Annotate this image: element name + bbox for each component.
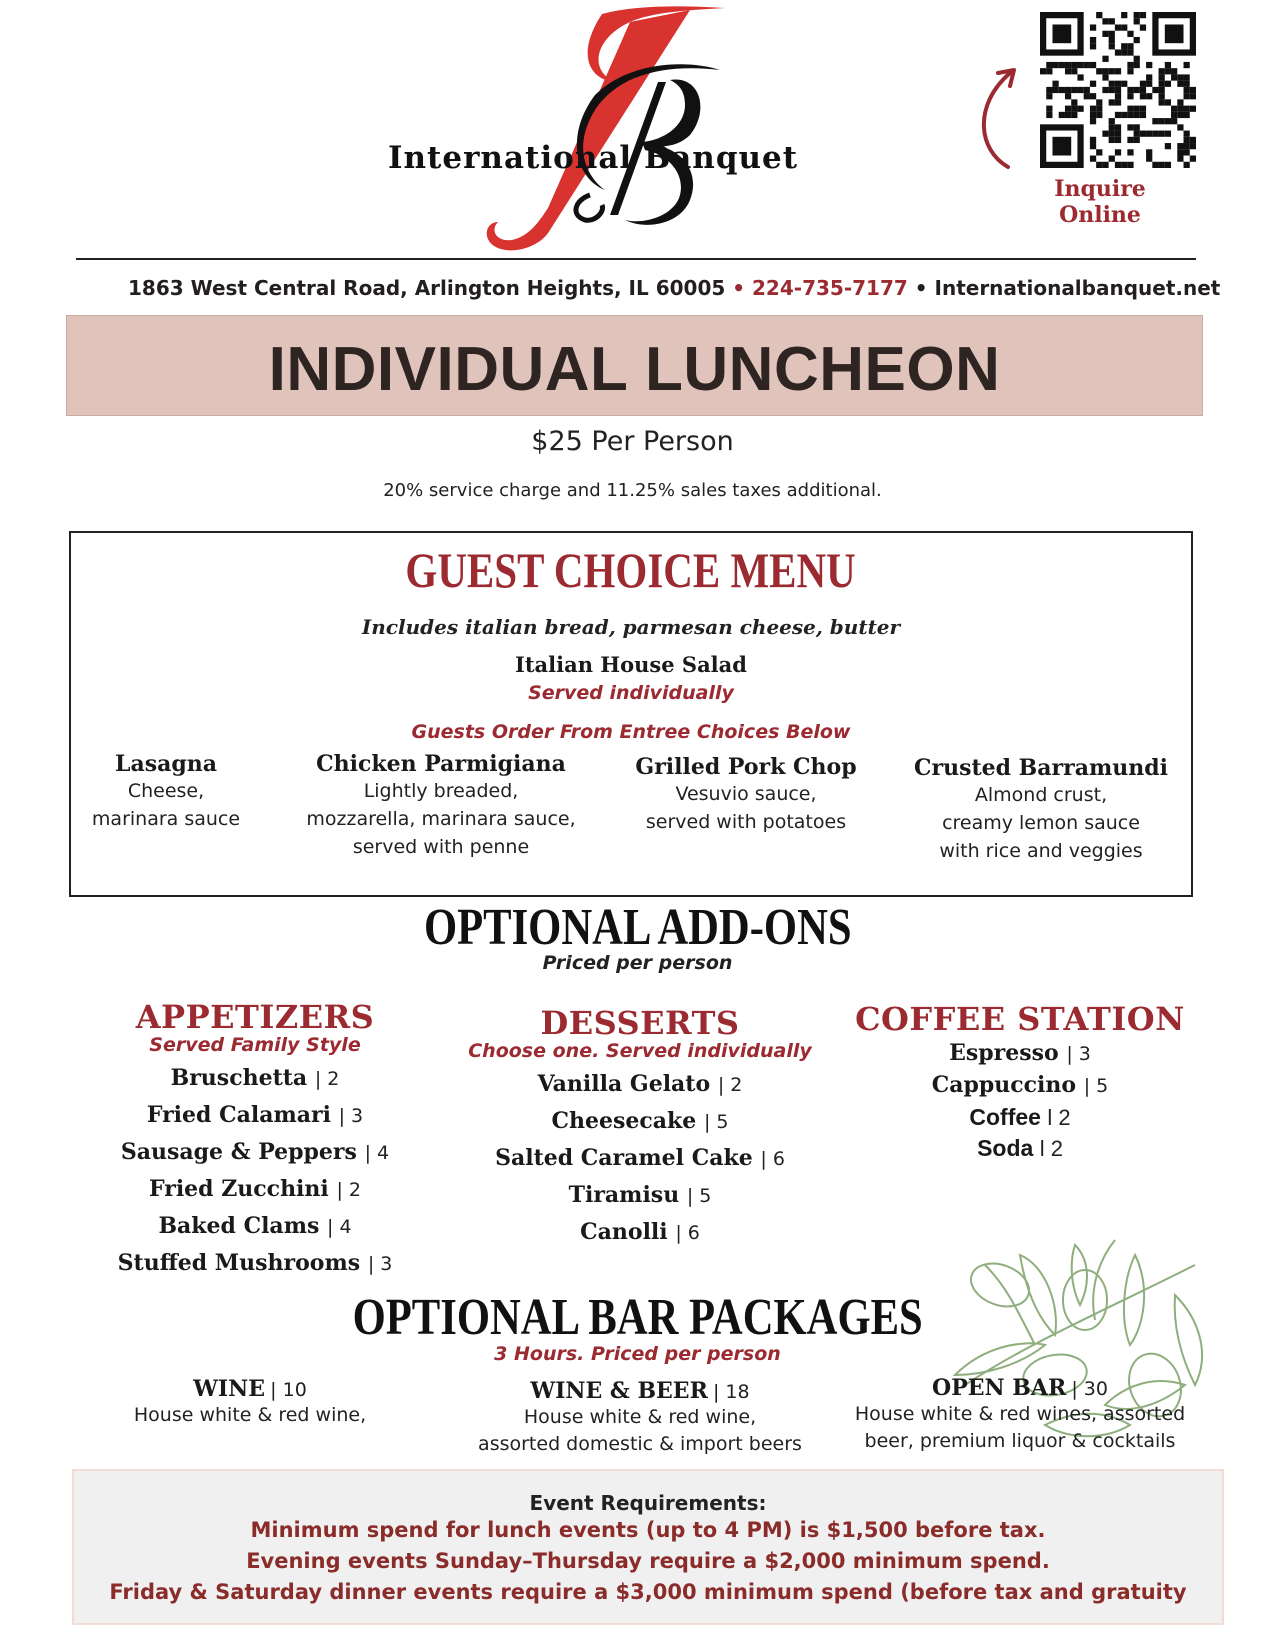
qr-module [1071,106,1077,112]
bullet-separator: • [732,276,746,300]
qr-code[interactable] [1040,12,1196,168]
qr-module [1121,24,1127,30]
qr-module [1071,99,1077,105]
qr-module [1165,131,1171,137]
qr-module [1046,68,1052,74]
qr-module [1140,81,1146,87]
bar-package-name: WINE [193,1376,266,1402]
qr-module [1077,74,1083,80]
qr-module [1184,87,1190,93]
qr-module [1127,93,1133,99]
entree-desc: creamy lemon sauce [942,812,1140,834]
qr-module [1140,112,1146,118]
qr-module [1159,87,1165,93]
qr-module [1190,93,1196,99]
qr-module [1071,68,1077,74]
qr-module [1090,112,1096,118]
qr-module [1059,62,1065,68]
entree-name: Chicken Parmigiana [316,751,566,777]
qr-module [1127,124,1133,130]
qr-module [1190,143,1196,149]
qr-module [1090,43,1096,49]
qr-module [1096,112,1102,118]
menu-item: Fried Calamari | 3 [146,1102,364,1128]
qr-module [1115,162,1121,168]
qr-module [1109,18,1115,24]
qr-module [1159,131,1165,137]
qr-module [1134,56,1140,62]
qr-module [1184,62,1190,68]
header-divider [76,258,1196,260]
qr-module [1040,68,1046,74]
bar-package-wine [100,1376,400,1429]
qr-module [1146,149,1152,155]
qr-module [1102,18,1108,24]
qr-module [1090,37,1096,43]
qr-module [1109,124,1115,130]
qr-module [1065,112,1071,118]
qr-module [1096,99,1102,105]
qr-module [1096,149,1102,155]
menu-item: Canolli | 6 [580,1219,700,1245]
entree-desc: served with penne [352,836,530,858]
qr-module [1159,81,1165,87]
qr-module [1146,131,1152,137]
qr-module [1140,12,1146,18]
qr-module [1134,18,1140,24]
page-title: INDIVIDUAL LUNCHEON [268,335,1001,404]
qr-module [1127,31,1133,37]
title-banner [66,315,1203,416]
qr-module [1115,112,1121,118]
qr-module [1090,62,1096,68]
qr-module [1184,137,1190,143]
qr-module [1065,87,1071,93]
entree-crusted-barramundi [901,755,1181,865]
desserts-section [460,1004,820,1251]
qr-module [1090,143,1096,149]
entree-desc: Cheese, [127,780,205,802]
requirement-line: Evening events Sunday–Thursday require a $2,000 minimum spend. [246,1549,1050,1573]
qr-module [1184,106,1190,112]
qr-module [1190,137,1196,143]
qr-module [1065,106,1071,112]
qr-module [1134,112,1140,118]
desserts-title: DESSERTS [540,1004,740,1042]
entree-name: Lasagna [115,751,217,777]
qr-code-icon [1040,12,1196,168]
qr-module [1171,68,1177,74]
qr-module [1184,74,1190,80]
qr-module [1171,118,1177,124]
qr-module [1190,87,1196,93]
menu-item: Cappuccino | 5 [931,1072,1109,1098]
bar-package-name: OPEN BAR [932,1375,1067,1401]
qr-module [1115,24,1121,30]
qr-module [1109,131,1115,137]
entree-chicken-parmigiana [301,751,581,861]
qr-module [1165,81,1171,87]
bar-package-open-bar [840,1375,1200,1455]
qr-module [1102,87,1108,93]
menu-item: Sausage & Peppers | 4 [120,1139,390,1165]
entree-prompt: Guests Order From Entree Choices Below [411,721,851,743]
qr-module [1046,112,1052,118]
qr-module [1090,118,1096,124]
qr-module [1090,24,1096,30]
qr-module [1134,137,1140,143]
menu-item: Coffee l 2 [969,1104,1071,1130]
event-requirements [72,1469,1224,1625]
qr-module [1177,124,1183,130]
qr-module [1121,112,1127,118]
qr-module [1096,12,1102,18]
qr-module [1102,56,1108,62]
menu-item: Espresso | 3 [949,1040,1091,1066]
includes-note: Includes italian bread, parmesan cheese, butter [361,615,901,639]
bar-package-name: WINE & BEER [530,1378,708,1404]
qr-module [1077,106,1083,112]
qr-module [1177,156,1183,162]
qr-module [1109,137,1115,143]
qr-module [1127,62,1133,68]
menu-item: Baked Clams | 4 [158,1213,352,1239]
qr-module [1152,118,1158,124]
qr-module [1159,118,1165,124]
qr-module [1109,37,1115,43]
qr-module [1152,162,1158,168]
qr-module [1140,24,1146,30]
qr-module [1177,106,1183,112]
bar-packages-title: OPTIONAL BAR PACKAGES [352,1289,923,1346]
website-link[interactable]: Internationalbanquet.net [934,276,1221,300]
qr-module [1127,43,1133,49]
salad-name: Italian House Salad [515,652,747,677]
qr-module [1102,74,1108,80]
qr-module [1127,112,1133,118]
qr-module [1102,131,1108,137]
qr-module [1084,62,1090,68]
service-charge-note: 20% service charge and 11.25% sales taxes additional. [383,480,882,501]
qr-module [1052,87,1058,93]
qr-module [1090,93,1096,99]
qr-module [1184,131,1190,137]
qr-module [1177,112,1183,118]
qr-module [1134,131,1140,137]
qr-module [1165,99,1171,105]
menu-item: Bruschetta | 2 [170,1065,340,1091]
qr-module [1127,106,1133,112]
qr-module [1134,87,1140,93]
desserts-subtitle: Choose one. Served individually [468,1040,812,1062]
coffee-station-section [850,1000,1190,1164]
entree-name: Crusted Barramundi [914,755,1168,781]
qr-module [1146,93,1152,99]
qr-module [1159,99,1165,105]
qr-module [1102,31,1108,37]
bar-package-desc: House white & red wine, [523,1406,757,1428]
qr-module [1109,81,1115,87]
qr-module [1065,93,1071,99]
qr-module [1177,81,1183,87]
qr-module [1171,106,1177,112]
qr-caption[interactable] [1030,176,1170,228]
entree-desc: with rice and veggies [939,840,1143,862]
bar-package-price: | 10 [270,1379,307,1401]
qr-module [1127,68,1133,74]
qr-module [1071,87,1077,93]
qr-module [1090,137,1096,143]
qr-finder [1165,24,1184,43]
qr-module [1171,112,1177,118]
bar-package-desc: assorted domestic & import beers [478,1433,802,1455]
menu-item: Stuffed Mushrooms | 3 [117,1250,393,1276]
qr-module [1115,68,1121,74]
qr-module [1102,162,1108,168]
qr-module [1165,62,1171,68]
qr-module [1121,81,1127,87]
qr-module [1115,149,1121,155]
qr-module [1184,93,1190,99]
entree-desc: Almond crust, [974,784,1108,806]
qr-module [1115,87,1121,93]
qr-module [1071,62,1077,68]
entree-desc: served with potatoes [645,811,847,833]
qr-caption-line1: Inquire [1054,176,1146,202]
requirement-line: Minimum spend for lunch events (up to 4 PM) is $1,500 before tax. [250,1518,1046,1542]
qr-module [1121,12,1127,18]
qr-module [1046,87,1052,93]
addons-title: OPTIONAL ADD-ONS [423,899,852,956]
requirements-title: Event Requirements: [529,1491,767,1515]
qr-module [1059,112,1065,118]
entree-lasagna [91,751,241,833]
qr-module [1140,106,1146,112]
qr-module [1159,93,1165,99]
qr-module [1134,124,1140,130]
appetizers-title: APPETIZERS [135,998,375,1036]
qr-module [1171,74,1177,80]
bar-packages-subtitle: 3 Hours. Priced per person [494,1343,781,1365]
qr-module [1046,106,1052,112]
qr-module [1146,62,1152,68]
qr-module [1134,37,1140,43]
qr-module [1165,118,1171,124]
qr-module [1140,93,1146,99]
entree-grilled-pork-chop [611,754,881,836]
menu-item: Salted Caramel Cake | 6 [495,1145,785,1171]
bar-package-price: | 18 [712,1381,750,1403]
qr-module [1159,74,1165,80]
qr-module [1115,99,1121,105]
contact-line [128,276,1228,300]
menu-item: Fried Zucchini | 2 [149,1176,361,1202]
qr-caption-line2: Online [1059,202,1141,228]
bar-package-price: | 30 [1071,1378,1108,1400]
qr-module [1046,62,1052,68]
qr-module [1077,62,1083,68]
qr-module [1127,49,1133,55]
qr-module [1152,87,1158,93]
address: 1863 West Central Road, Arlington Heights, IL 60005 [128,276,726,300]
qr-module [1109,118,1115,124]
bar-package-wine-beer [460,1378,820,1458]
qr-module [1190,156,1196,162]
qr-module [1121,49,1127,55]
qr-module [1140,131,1146,137]
qr-module [1065,62,1071,68]
entree-desc: marinara sauce [91,808,241,830]
menu-item: Vanilla Gelato | 2 [537,1071,743,1097]
qr-module [1109,43,1115,49]
coffee-station-title: COFFEE STATION [855,1000,1185,1038]
qr-module [1177,149,1183,155]
qr-module [1109,31,1115,37]
qr-module [1184,149,1190,155]
salad-note: Served individually [528,682,734,704]
qr-module [1177,143,1183,149]
qr-module [1184,81,1190,87]
qr-module [1115,137,1121,143]
bar-package-desc: House white & red wine, [133,1404,367,1426]
logo [390,0,810,262]
bar-package-desc: House white & red wines, assorted [854,1403,1186,1425]
qr-module [1090,156,1096,162]
monogram-icon [390,0,810,262]
guest-choice-menu [69,531,1193,897]
qr-module [1059,87,1065,93]
qr-module [1184,112,1190,118]
qr-module [1184,162,1190,168]
phone-link[interactable]: 224-735-7177 [752,276,908,300]
bullet-separator: • [914,276,928,300]
qr-module [1146,74,1152,80]
qr-finder [1052,137,1071,156]
qr-module [1052,62,1058,68]
qr-finder [1052,24,1071,43]
entree-name: Grilled Pork Chop [635,754,857,780]
qr-module [1177,74,1183,80]
qr-module [1115,81,1121,87]
qr-module [1121,43,1127,49]
qr-module [1165,162,1171,168]
qr-module [1115,131,1121,137]
qr-module [1046,93,1052,99]
bar-package-desc: beer, premium liquor & cocktails [864,1430,1176,1452]
qr-module [1127,87,1133,93]
qr-module [1084,87,1090,93]
guest-menu-title: GUEST CHOICE MENU [405,542,857,598]
requirement-line: Friday & Saturday dinner events require a $3,000 minimum spend (before tax and gratuity [109,1580,1187,1604]
qr-module [1127,137,1133,143]
qr-module [1090,81,1096,87]
qr-module [1152,131,1158,137]
appetizers-section [80,998,430,1282]
qr-module [1096,162,1102,168]
qr-module [1071,112,1077,118]
menu-item: Tiramisu | 5 [568,1182,712,1208]
arrow-icon [968,65,1028,175]
qr-module [1096,68,1102,74]
qr-module [1115,124,1121,130]
qr-module [1165,143,1171,149]
qr-module [1109,87,1115,93]
qr-module [1102,68,1108,74]
qr-module [1115,49,1121,55]
qr-module [1084,93,1090,99]
qr-module [1134,106,1140,112]
qr-module [1077,87,1083,93]
qr-module [1134,62,1140,68]
entree-desc: Lightly breaded, [363,780,519,802]
qr-module [1115,93,1121,99]
qr-module [1184,143,1190,149]
qr-module [1159,162,1165,168]
qr-module [1096,106,1102,112]
qr-module [1065,68,1071,74]
qr-module [1109,99,1115,105]
qr-module [1146,81,1152,87]
qr-module [1121,162,1127,168]
menu-item: Soda l 2 [977,1135,1063,1161]
qr-module [1177,99,1183,105]
menu-item: Cheesecake | 5 [551,1108,729,1134]
qr-module [1190,106,1196,112]
appetizers-subtitle: Served Family Style [149,1034,361,1056]
qr-module [1090,106,1096,112]
qr-module [1134,12,1140,18]
entree-desc: mozzarella, marinara sauce, [306,808,576,830]
qr-module [1127,149,1133,155]
logo-text: International Banquet [388,140,799,176]
qr-module [1146,156,1152,162]
qr-module [1109,68,1115,74]
qr-module [1109,156,1115,162]
entree-desc: Vesuvio sauce, [675,783,817,805]
addons-subtitle: Priced per person [542,952,733,974]
qr-module [1052,81,1058,87]
qr-module [1127,162,1133,168]
price-per-person: $25 Per Person [531,426,734,457]
qr-module [1159,68,1165,74]
qr-module [1165,68,1171,74]
qr-module [1140,87,1146,93]
